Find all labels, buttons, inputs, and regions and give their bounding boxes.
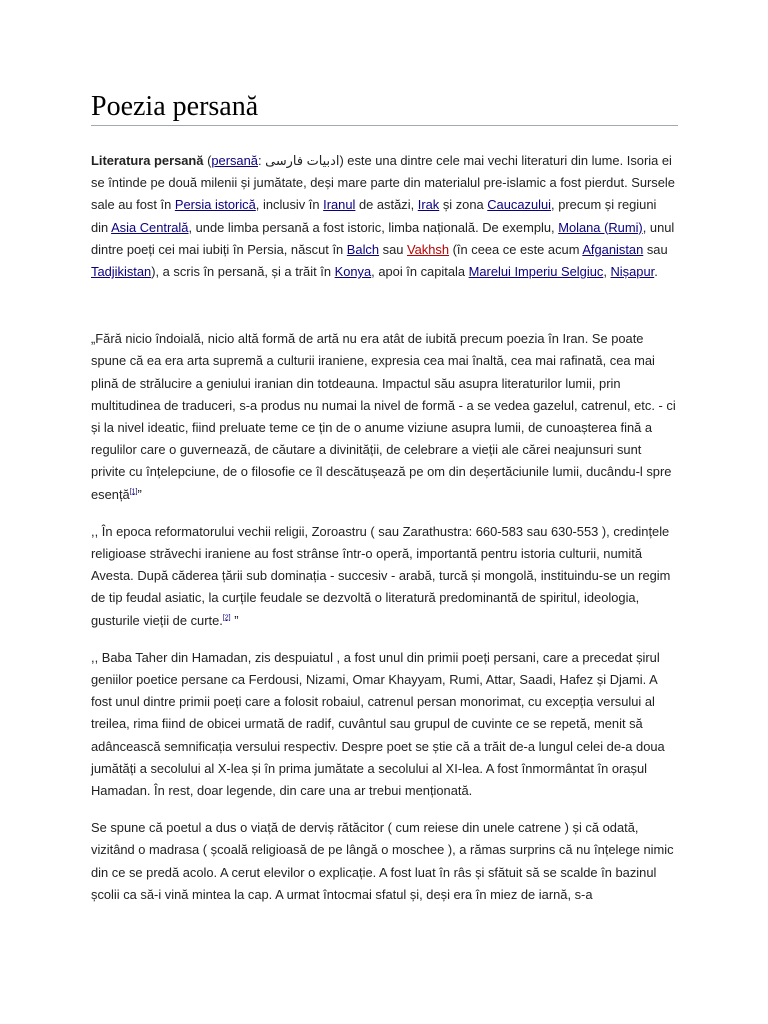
link-balch[interactable]: Balch — [346, 241, 380, 257]
text-span: sau — [379, 241, 407, 257]
link-persia-istorica[interactable]: Persia istorică — [174, 197, 256, 213]
text-span: ( — [203, 153, 212, 168]
link-asia-centrala[interactable]: Asia Centrală — [111, 219, 189, 235]
link-iranul[interactable]: Iranul — [323, 197, 356, 213]
footnote-ref-1[interactable]: [1] — [129, 488, 138, 496]
quote-paragraph-3: ,, Baba Taher din Hamadan, zis despuiatul , a fost unul din primii poeți persani, care a precedat șirul geniilor poetice persane ca Ferdousi, Nizami, Omar Khayyam, Rumi, Attar, Saadi, Hafez și Djami. A fost unul dintre primii poeți care a folosit robaiul, catrenul persan monorimat, cu excepția versului al treilea, rima fiind de obicei urmată de radif, cuvântul sau grupul de cuvinte ce se repetă, menit să adâncească semnificația versului respectiv. Despre poet se știe că a trăit de-a lungul celei de-a doua jumătăți a secolului al X-lea și în prima jumătate a secolului al XI-lea. A fost înmormântat în orașul Hamadan. În rest, doar legende, din care una ar trebui menționată. — [91, 649, 665, 799]
paragraph-4: Se spune că poetul a dus o viață de derviș rătăcitor ( cum reiese din unele catrene ) și că odată, vizitând o madrasa ( școală religioasă de pe lângă o moschee ), a rămas surprins că nu înțelege nimic din ce se predă acolo. A cerut elevilor o explicație. A fost luat în râs și sfătuit să se scalde în bazinul școlii ca să-i vină mintea la cap. A urmat întocmai sfatul și, deși era în miez de iarnă, s-a — [91, 820, 674, 902]
text-span: , — [603, 264, 611, 280]
link-molana-rumi[interactable]: Molana (Rumi) — [558, 219, 643, 235]
text-span: (în ceea ce este acum — [449, 241, 583, 257]
text-span: ), a scris în persană, și a trăit în — [151, 264, 335, 280]
intro-paragraph — [91, 150, 677, 283]
link-persana[interactable]: persană — [211, 153, 258, 168]
text-span: de astăzi, — [355, 197, 418, 213]
text-span: ) este una dintre cele mai vechi literaturi din lume. Isoria ei se întinde pe două milenii și jumătate, deși mare parte din materialul pre-islamic a fost pierdut. Sursele sale au fost în — [91, 153, 675, 213]
link-marelui-imperiu-selgiuc[interactable]: Marelui Imperiu Selgiuc — [468, 264, 604, 280]
text-span: și zona — [439, 197, 488, 213]
footnote-ref-2[interactable]: [2] — [222, 614, 231, 622]
page-title: Poezia persană — [91, 92, 678, 126]
quote-paragraph-1 — [91, 328, 677, 506]
text-span: sau — [643, 241, 668, 257]
text-span: , unul dintre poeți cei mai iubiți în Persia, născut în — [91, 219, 675, 257]
quote-text: „Fără nicio îndoială, nicio altă formă de artă nu era atât de iubită precum poezia în Iran. Se poate spune că ea era arta supremă a culturii iraniene, expresia cea mai înaltă, cea mai rafinată, cea mai plină de strălucire a geniului iranian din totdeauna. Impactul său asupra literaturilor lumii, prin multitudinea de traduceri, s-a produs nu numai la nivel de formă - a se vedea gazelul, catrenul, etc. - ci și la nivel ideatic, fiind preluate teme ce țin de o anume viziune asupra lumii, de cunoașterea fină a regulilor care o guvernează, de căutare a divinității, de celebrare a vieții ale cărei neajunsuri sunt privite cu înțelepciune, de o filosofie ce îl descătușează pe om din deșertăciunile lumii, ducându-l spre esență — [91, 331, 676, 502]
lead-term: Literatura persană — [91, 153, 204, 168]
link-afganistan[interactable]: Afganistan — [582, 241, 644, 257]
link-konya[interactable]: Konya — [334, 264, 372, 280]
link-nisapur[interactable]: Nișapur — [610, 264, 655, 280]
text-span: , inclusiv în — [255, 197, 324, 213]
quote-paragraph-2 — [91, 521, 677, 632]
text-span: . — [654, 264, 658, 280]
text-span: , unde limba persană a fost istoric, limba națională. De exemplu, — [188, 219, 559, 235]
link-vakhsh[interactable]: Vakhsh — [407, 241, 450, 257]
text-span: , apoi în capitala — [371, 264, 469, 280]
persian-script: ادبیات فارسی — [265, 153, 340, 168]
article-body — [91, 150, 677, 906]
link-tadjikistan[interactable]: Tadjikistan — [91, 264, 152, 280]
link-irak[interactable]: Irak — [417, 197, 440, 213]
link-caucazului[interactable]: Caucazului — [487, 197, 552, 213]
quote-text: ,, În epoca reformatorului vechii religii, Zoroastru ( sau Zarathustra: 660-583 sau 630-553 ), credințele religioase străvechi iraniene au fost strânse într-o operă, importantă pentru istoria culturii, numită Avesta. După căderea țării sub dominația - succesiv - arabă, turcă și mongolă, instituindu-se un regim de tip feudal asiatic, la curțile feudale se dezvoltă o literatură predominantă de spiritul, ideologia, gusturile vieții de curte. — [91, 523, 671, 628]
text-span: , precum și regiuni din — [91, 197, 657, 235]
text-span: : — [257, 153, 266, 168]
quote-close: ” — [137, 486, 142, 502]
quote-close: ” — [230, 612, 239, 628]
